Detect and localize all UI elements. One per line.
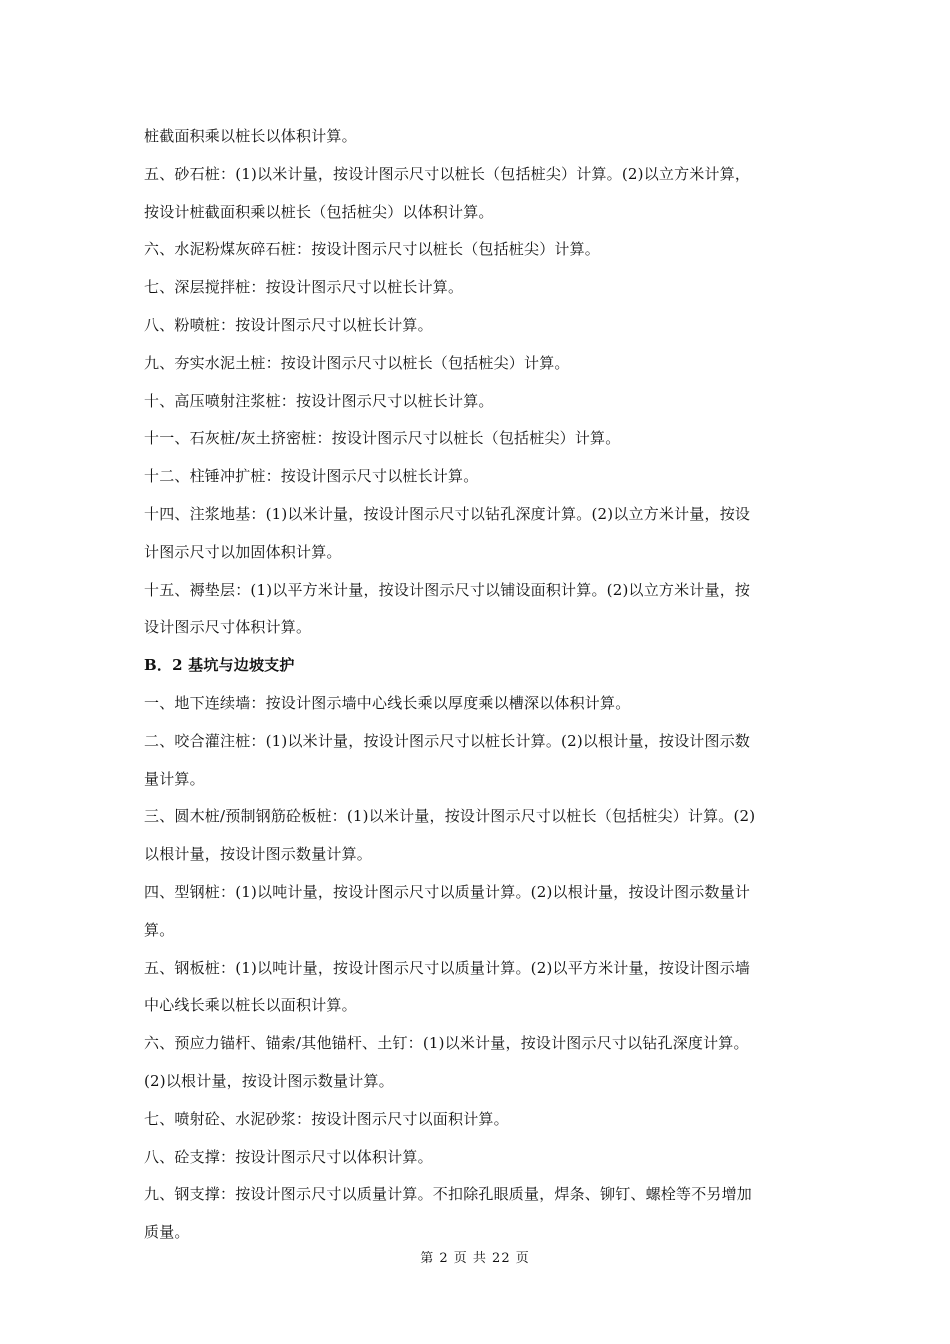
text-line: (2)以根计量，按设计图示数量计算。 [144, 1071, 394, 1090]
text-line: 六、水泥粉煤灰碎石桩：按设计图示尺寸以桩长（包括桩尖）计算。 [144, 240, 601, 259]
text-line: 八、粉喷桩：按设计图示尺寸以桩长计算。 [144, 315, 433, 334]
page-footer: 第 2 页 共 22 页 [420, 1251, 530, 1266]
text-line: 中心线长乘以桩长以面积计算。 [144, 996, 357, 1015]
text-line: 算。 [144, 920, 175, 939]
text-line: 以根计量，按设计图示数量计算。 [144, 845, 373, 864]
text-line: 一、地下连续墙：按设计图示墙中心线长乘以厚度乘以槽深以体积计算。 [144, 693, 631, 712]
text-line: 十五、褥垫层：(1)以平方米计量，按设计图示尺寸以铺设面积计算。(2)以立方米计量，按 [144, 580, 751, 599]
text-line: 九、夯实水泥土桩：按设计图示尺寸以桩长（包括桩尖）计算。 [144, 353, 570, 372]
text-line: 五、砂石桩：(1)以米计量，按设计图示尺寸以桩长（包括桩尖）计算。(2)以立方米计算， [144, 164, 751, 183]
text-line: 桩截面积乘以桩长以体积计算。 [144, 127, 357, 145]
text-line: 七、深层搅拌桩：按设计图示尺寸以桩长计算。 [144, 278, 464, 297]
text-line: 二、咬合灌注桩：(1)以米计量，按设计图示尺寸以桩长计算。(2)以根计量，按设计图示数 [144, 731, 751, 750]
text-line: 十四、注浆地基：(1)以米计量，按设计图示尺寸以钻孔深度计算。(2)以立方米计量，按设 [144, 504, 751, 523]
text-line: 质量。 [144, 1223, 190, 1242]
section-heading: B．2 基坑与边坡支护 [144, 656, 295, 675]
text-line: 三、圆木桩/预制钢筋砼板桩：(1)以米计量，按设计图示尺寸以桩长（包括桩尖）计算。(2) [144, 807, 756, 826]
text-line: 量计算。 [144, 769, 205, 788]
text-line: 九、钢支撑：按设计图示尺寸以质量计算。不扣除孔眼质量，焊条、铆钉、螺栓等不另增加 [144, 1185, 753, 1204]
text-line: 五、钢板桩：(1)以吨计量，按设计图示尺寸以质量计算。(2)以平方米计量，按设计图示墙 [144, 958, 751, 977]
text-line: 十、高压喷射注浆桩：按设计图示尺寸以桩长计算。 [144, 391, 494, 410]
text-line: 七、喷射砼、水泥砂浆：按设计图示尺寸以面积计算。 [144, 1109, 509, 1128]
text-line: 八、砼支撑：按设计图示尺寸以体积计算。 [144, 1147, 433, 1166]
text-line: 计图示尺寸以加固体积计算。 [144, 542, 342, 561]
text-line: 四、型钢桩：(1)以吨计量，按设计图示尺寸以质量计算。(2)以根计量，按设计图示数量计 [144, 882, 751, 901]
text-line: 六、预应力锚杆、锚索/其他锚杆、土钉：(1)以米计量，按设计图示尺寸以钻孔深度计算。 [144, 1034, 749, 1053]
text-line: 十二、柱锤冲扩桩：按设计图示尺寸以桩长计算。 [144, 467, 479, 486]
text-line: 十一、石灰桩/灰土挤密桩：按设计图示尺寸以桩长（包括桩尖）计算。 [144, 429, 621, 448]
document-body [144, 118, 808, 1252]
text-line: 按设计桩截面积乘以桩长（包括桩尖）以体积计算。 [144, 202, 494, 221]
text-line: 设计图示尺寸体积计算。 [144, 618, 312, 637]
